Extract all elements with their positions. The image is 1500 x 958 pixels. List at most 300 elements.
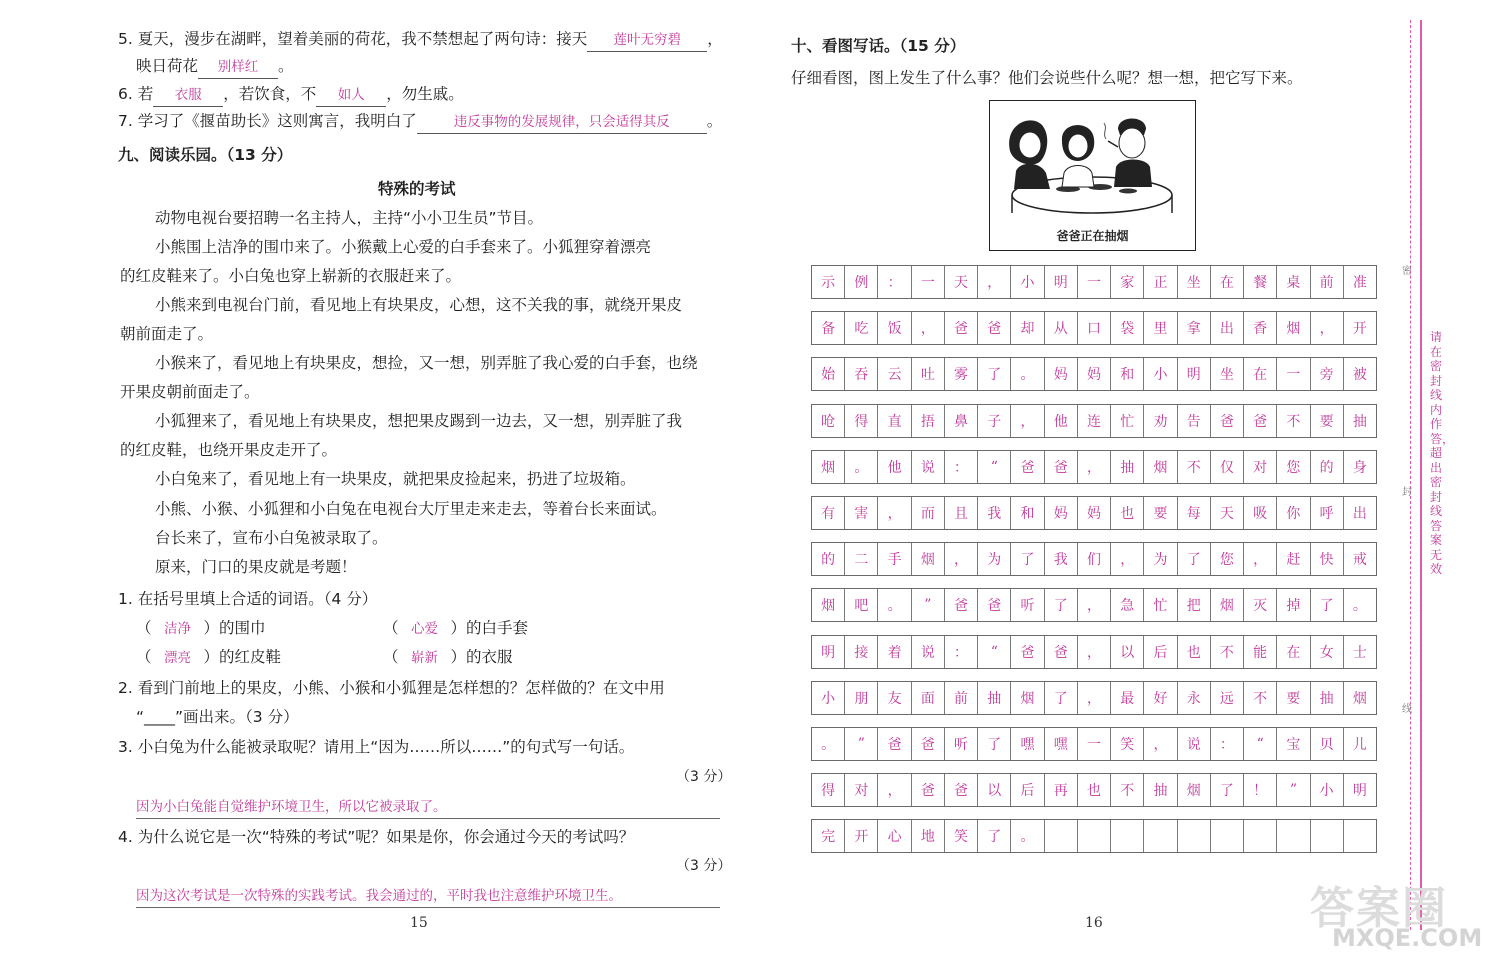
grid-cell: 家: [1111, 266, 1144, 298]
grid-cell: 里: [1144, 312, 1177, 344]
grid-cell: 地: [912, 820, 945, 852]
grid-cell: 一: [1277, 358, 1310, 390]
grid-row: [811, 404, 1377, 438]
grid-cell: 不: [1277, 405, 1310, 437]
grid-cell: 爸: [1211, 405, 1244, 437]
grid-cell: 而: [912, 497, 945, 529]
grid-cell: “: [1244, 728, 1277, 760]
grid-cell: 快: [1311, 543, 1344, 575]
grid-cell: [1311, 820, 1344, 852]
grid-cell: 能: [1244, 636, 1277, 668]
grid-cell: [1277, 820, 1310, 852]
sq1-item: [383, 646, 513, 669]
grid-cell: 烟: [1277, 312, 1310, 344]
grid-cell: 我: [1045, 543, 1078, 575]
grid-cell: 好: [1144, 682, 1177, 714]
grid-cell: 。: [1011, 358, 1044, 390]
grid-cell: 接: [845, 636, 878, 668]
grid-cell: 示: [812, 266, 845, 298]
grid-cell: 爸: [912, 728, 945, 760]
grid-cell: 妈: [1078, 497, 1111, 529]
grid-cell: 出: [1352, 506, 1367, 522]
grid-cell: ”: [845, 728, 878, 760]
grid-cell: 了: [1045, 682, 1078, 714]
grid-cell: ，: [1244, 543, 1277, 575]
grid-cell: 了: [1311, 589, 1344, 621]
sub-question-2-line2: “____”画出来。（3 分）: [136, 708, 299, 726]
grid-cell: 一: [912, 266, 945, 298]
grid-cell: 二: [845, 543, 878, 575]
paren-open: （: [383, 648, 399, 666]
story-line: 小熊、小猴、小狐狸和小白兔在电视台大厅里走来走去，等着台长来面试。: [155, 500, 667, 518]
grid-cell: 和: [1011, 497, 1044, 529]
grid-cell: 前: [1311, 266, 1344, 298]
sq3-score: （3 分）: [676, 769, 732, 785]
story-line: 的红皮鞋来了。小白兔也穿上崭新的衣服赶来了。: [120, 267, 462, 285]
grid-cell: 小: [1311, 774, 1344, 806]
grid-cell: 吐: [912, 358, 945, 390]
grid-cell: 烟: [1352, 690, 1367, 707]
grid-row: [811, 496, 1377, 530]
grid-cell: 仅: [1211, 451, 1244, 483]
grid-cell: 说: [912, 636, 945, 668]
grid-cell: 爸: [945, 589, 978, 621]
grid-row: [811, 450, 1377, 484]
grid-cell: 爸: [1045, 451, 1078, 483]
grid-cell: 了: [978, 358, 1011, 390]
grid-row: [811, 542, 1377, 576]
sq1-item: [136, 646, 281, 669]
grid-cell: 爸: [1244, 405, 1277, 437]
grid-cell: 妈: [1045, 497, 1078, 529]
grid-cell: 的: [1311, 451, 1344, 483]
grid-cell: 了: [978, 728, 1011, 760]
q6-answer-2: 如人: [316, 84, 386, 107]
sq1-answer: 洁净: [164, 621, 192, 637]
grid-cell: 要: [1144, 497, 1177, 529]
sq1-text: ）的红皮鞋: [203, 648, 282, 666]
q5-answer-1: 莲叶无穷碧: [587, 29, 707, 52]
sq1-text: ）的白手套: [450, 619, 529, 637]
grid-cell: 不: [1244, 682, 1277, 714]
grid-cell: 劝: [1144, 405, 1177, 437]
grid-cell: ”: [912, 589, 945, 621]
grid-cell: 出: [1211, 312, 1244, 344]
paren-open: （: [136, 619, 152, 637]
grid-cell: 吧: [845, 589, 878, 621]
grid-cell: 忙: [1144, 589, 1177, 621]
section-10-heading: 十、看图写话。（15 分）: [791, 37, 966, 55]
grid-cell: ，: [1144, 728, 1177, 760]
grid-cell: 戒: [1352, 552, 1367, 569]
grid-cell: 天: [1211, 497, 1244, 529]
grid-row: [811, 357, 1377, 391]
sq3-answer: 因为小白兔能自觉维护环境卫生，所以它被录取了。: [136, 796, 720, 819]
grid-cell: 也: [1178, 636, 1211, 668]
grid-cell: 了: [1211, 774, 1244, 806]
picture-illustration: [989, 100, 1196, 251]
watermark-logo: [1310, 872, 1490, 952]
grid-cell: 吞: [845, 358, 878, 390]
q5-comma: ，: [707, 30, 723, 48]
q6-answer-1: 衣服: [153, 84, 223, 107]
grid-cell: 了: [978, 820, 1011, 852]
grid-cell: 烟: [812, 589, 845, 621]
grid-cell: 袋: [1111, 312, 1144, 344]
story-line: 台长来了，宣布小白兔被录取了。: [155, 529, 388, 547]
sq1-item: [383, 617, 528, 640]
story-line: 小白兔来了，看见地上有一块果皮，就把果皮捡起来，扔进了垃圾箱。: [155, 470, 636, 488]
grid-row: [811, 727, 1377, 761]
grid-cell: 了: [1178, 543, 1211, 575]
grid-cell: 了: [1011, 543, 1044, 575]
grid-cell: ，: [1311, 312, 1344, 344]
q5-end: 。: [278, 57, 294, 75]
grid-row: [811, 773, 1377, 807]
binding-notice: 请在密封线内作答，超出密封线答案无效: [1430, 330, 1455, 576]
question-7: [118, 110, 722, 134]
grid-cell: 拿: [1178, 312, 1211, 344]
sq1-answer: 崭新: [411, 650, 439, 666]
grid-cell: 烟: [1178, 774, 1211, 806]
grid-cell: 面: [912, 682, 945, 714]
grid-cell: 得: [812, 774, 845, 806]
grid-cell: 准: [1352, 275, 1367, 291]
grid-cell: 明: [1178, 358, 1211, 390]
story-title: 特殊的考试: [378, 180, 456, 198]
grid-row: [811, 311, 1377, 345]
grid-cell: 抽: [1352, 413, 1367, 430]
grid-cell: 烟: [1011, 682, 1044, 714]
watermark-text: 答案圈: [1310, 883, 1448, 934]
grid-cell: 最: [1111, 682, 1144, 714]
grid-cell: ，: [978, 266, 1011, 298]
grid-cell: [1244, 820, 1277, 852]
sq1-answer: 心爱: [411, 621, 439, 637]
q5-answer-2: 别样红: [198, 56, 278, 79]
story-line: 小熊来到电视台门前，看见地上有块果皮，心想，这不关我的事，就绕开果皮: [155, 296, 683, 314]
grid-cell: 你: [1277, 497, 1310, 529]
q5-text: 5. 夏天，漫步在湖畔，望着美丽的荷花，我不禁想起了两句诗：接天: [118, 30, 588, 48]
grid-cell: 得: [845, 405, 878, 437]
grid-cell: 爸: [1045, 636, 1078, 668]
grid-cell: [1111, 820, 1144, 852]
grid-cell: 桌: [1277, 266, 1310, 298]
story-line: 小狐狸来了，看见地上有块果皮，想把果皮踢到一边去，又一想，别弄脏了我: [155, 412, 683, 430]
grid-cell: 也: [1078, 774, 1111, 806]
grid-cell: 明: [1045, 266, 1078, 298]
grid-cell: 不: [1178, 451, 1211, 483]
sub-question-1: 1. 在括号里填上合适的词语。（4 分）: [118, 590, 378, 608]
grid-cell: 被: [1352, 367, 1367, 384]
story-line: 开果皮朝前面走了。: [120, 383, 260, 401]
grid-cell: 明: [1352, 783, 1367, 800]
grid-cell: [1045, 820, 1078, 852]
q7-answer: 违反事物的发展规律，只会适得其反: [417, 111, 707, 134]
question-5-line2: [136, 55, 294, 79]
grid-cell: 呼: [1311, 497, 1344, 529]
grid-cell: 小: [812, 682, 845, 714]
grid-cell: ：: [878, 266, 911, 298]
grid-cell: “: [978, 451, 1011, 483]
grid-cell: [1211, 820, 1244, 852]
grid-cell: 爸: [912, 774, 945, 806]
grid-cell: 笑: [1111, 728, 1144, 760]
story-line: 朝前面走了。: [120, 325, 214, 343]
grid-cell: 爸: [1011, 451, 1044, 483]
grid-cell: 要: [1311, 405, 1344, 437]
story-line: 的红皮鞋，也绕开果皮走开了。: [120, 441, 338, 459]
grid-cell: 爸: [945, 312, 978, 344]
grid-cell: 手: [878, 543, 911, 575]
grid-cell: 要: [1277, 682, 1310, 714]
grid-cell: 以: [1111, 636, 1144, 668]
grid-cell: 嘿: [1045, 728, 1078, 760]
grid-cell: 了: [1045, 589, 1078, 621]
grid-cell: 吃: [845, 312, 878, 344]
grid-cell: 和: [1111, 358, 1144, 390]
grid-cell: [1344, 820, 1376, 852]
q7-text: 7. 学习了《揠苗助长》这则寓言，我明白了: [118, 112, 417, 130]
grid-row: [811, 681, 1377, 715]
grid-cell: 口: [1078, 312, 1111, 344]
grid-cell: 爸: [878, 728, 911, 760]
grid-cell: [1144, 820, 1177, 852]
grid-cell: 小: [1011, 266, 1044, 298]
paren-open: （: [136, 648, 152, 666]
grid-row: [811, 819, 1377, 853]
grid-cell: 在: [1277, 636, 1310, 668]
grid-cell: 听: [1011, 589, 1044, 621]
grid-cell: 餐: [1244, 266, 1277, 298]
q6-text-3: ，勿生戚。: [386, 85, 464, 103]
grid-cell: [1178, 820, 1211, 852]
grid-cell: 且: [945, 497, 978, 529]
grid-cell: 爸: [945, 774, 978, 806]
binding-mark: 线: [1402, 704, 1412, 715]
grid-cell: 连: [1078, 405, 1111, 437]
grid-cell: 烟: [1211, 589, 1244, 621]
grid-cell: ，: [1111, 543, 1144, 575]
sq1-text: ）的衣服: [450, 648, 513, 666]
grid-cell: 抽: [1144, 774, 1177, 806]
grid-cell: 始: [812, 358, 845, 390]
story-line: 原来，门口的果皮就是考题！: [155, 558, 357, 576]
grid-cell: 儿: [1352, 737, 1367, 753]
grid-cell: 爸: [978, 312, 1011, 344]
grid-cell: 坐: [1178, 266, 1211, 298]
grid-cell: 开: [845, 820, 878, 852]
grid-cell: 心: [878, 820, 911, 852]
grid-cell: 小: [1144, 358, 1177, 390]
grid-cell: ”: [1277, 774, 1310, 806]
grid-cell: ：: [945, 636, 978, 668]
sq1-answer: 漂亮: [164, 650, 192, 666]
grid-cell: 香: [1244, 312, 1277, 344]
grid-cell: 在: [1244, 358, 1277, 390]
grid-cell: 抽: [1311, 682, 1344, 714]
page-number-right: 16: [1085, 915, 1103, 931]
grid-cell: 在: [1211, 266, 1244, 298]
grid-cell: 也: [1111, 497, 1144, 529]
grid-cell: 贝: [1311, 728, 1344, 760]
grid-cell: 烟: [1144, 451, 1177, 483]
grid-cell: 女: [1311, 636, 1344, 668]
grid-cell: 笑: [945, 820, 978, 852]
grid-cell: 着: [878, 636, 911, 668]
grid-cell: 远: [1211, 682, 1244, 714]
grid-cell: 。: [1011, 820, 1044, 852]
grid-cell: 抽: [1111, 451, 1144, 483]
grid-cell: 捂: [912, 405, 945, 437]
binding-mark: 密: [1402, 266, 1412, 277]
grid-row: [811, 265, 1377, 299]
grid-cell: ，: [1078, 451, 1111, 483]
sq4-score: （3 分）: [676, 858, 732, 874]
grid-cell: 说: [912, 451, 945, 483]
grid-cell: 烟: [812, 451, 845, 483]
picture-caption: 爸爸正在抽烟: [1056, 229, 1129, 243]
grid-cell: ，: [1078, 636, 1111, 668]
grid-cell: 鼻: [945, 405, 978, 437]
sub-question-2: 2. 看到门前地上的果皮，小熊、小猴和小狐狸是怎样想的？怎样做的？在文中用: [118, 679, 665, 697]
sub-question-4: 4. 为什么说它是一次“特殊的考试”呢？如果是你，你会通过今天的考试吗？: [118, 828, 635, 846]
grid-cell: 开: [1352, 321, 1367, 338]
grid-cell: 为: [978, 543, 1011, 575]
grid-cell: 例: [845, 266, 878, 298]
grid-cell: 不: [1111, 774, 1144, 806]
sub-question-3: 3. 小白兔为什么能被录取呢？请用上“因为……所以……”的句式写一句话。: [118, 738, 635, 756]
grid-cell: 以: [978, 774, 1011, 806]
grid-cell: ：: [1211, 728, 1244, 760]
grid-cell: 妈: [1078, 358, 1111, 390]
watermark-url: MXQE.COM: [1332, 924, 1483, 952]
grid-cell: 爸: [1011, 636, 1044, 668]
grid-cell: 赶: [1277, 543, 1310, 575]
grid-cell: 的: [812, 543, 845, 575]
story-line: 小熊围上洁净的围巾来了。小猴戴上心爱的白手套来了。小狐狸穿着漂亮: [155, 238, 652, 256]
grid-cell: 为: [1144, 543, 1177, 575]
grid-cell: 不: [1211, 636, 1244, 668]
grid-cell: 妈: [1045, 358, 1078, 390]
grid-cell: 把: [1178, 589, 1211, 621]
writing-grid: [811, 265, 1377, 867]
grid-cell: 有: [812, 497, 845, 529]
family-smoking-illustration: [990, 101, 1194, 223]
story-line: 小猴来了，看见地上有块果皮，想捡，又一想，别弄脏了我心爱的白手套，也绕: [155, 354, 698, 372]
grid-cell: 告: [1178, 405, 1211, 437]
grid-cell: 饭: [878, 312, 911, 344]
grid-cell: 对: [845, 774, 878, 806]
grid-cell: 雾: [945, 358, 978, 390]
grid-cell: 听: [945, 728, 978, 760]
grid-cell: 。: [845, 451, 878, 483]
grid-cell: 旁: [1311, 358, 1344, 390]
grid-cell: 朋: [845, 682, 878, 714]
grid-cell: 爸: [978, 589, 1011, 621]
grid-cell: 烟: [912, 543, 945, 575]
grid-cell: ！: [1244, 774, 1277, 806]
grid-cell: 云: [878, 358, 911, 390]
grid-cell: 呛: [812, 405, 845, 437]
grid-cell: “: [978, 636, 1011, 668]
section-9-heading: 九、阅读乐园。（13 分）: [118, 146, 293, 164]
grid-row: [811, 588, 1377, 622]
sq1-text: ）的围巾: [203, 619, 266, 637]
sq1-item: [136, 617, 266, 640]
grid-cell: 我: [978, 497, 1011, 529]
grid-cell: 对: [1244, 451, 1277, 483]
grid-cell: 忙: [1111, 405, 1144, 437]
grid-cell: 您: [1211, 543, 1244, 575]
grid-cell: 宝: [1277, 728, 1310, 760]
grid-cell: 每: [1178, 497, 1211, 529]
grid-cell: 直: [878, 405, 911, 437]
grid-cell: 明: [812, 636, 845, 668]
grid-cell: 天: [945, 266, 978, 298]
grid-cell: ，: [878, 774, 911, 806]
grid-cell: 抽: [978, 682, 1011, 714]
grid-cell: 吸: [1244, 497, 1277, 529]
grid-cell: 永: [1178, 682, 1211, 714]
grid-cell: ：: [945, 451, 978, 483]
grid-cell: 子: [978, 405, 1011, 437]
binding-solid-line: [1420, 20, 1422, 930]
grid-row: [811, 635, 1377, 669]
grid-cell: ，: [912, 312, 945, 344]
grid-cell: 身: [1352, 459, 1367, 476]
grid-cell: 再: [1045, 774, 1078, 806]
grid-cell: 友: [878, 682, 911, 714]
grid-cell: 您: [1277, 451, 1310, 483]
grid-cell: 嘿: [1011, 728, 1044, 760]
grid-cell: 后: [1144, 636, 1177, 668]
grid-cell: ，: [878, 497, 911, 529]
grid-cell: [1078, 820, 1111, 852]
grid-cell: 从: [1045, 312, 1078, 344]
grid-cell: 他: [1045, 405, 1078, 437]
grid-cell: 一: [1078, 266, 1111, 298]
question-6: [118, 83, 464, 107]
question-5: [118, 28, 723, 52]
grid-cell: 坐: [1211, 358, 1244, 390]
q5-text-2: 映日荷花: [136, 57, 199, 75]
grid-cell: 一: [1078, 728, 1111, 760]
grid-cell: 说: [1178, 728, 1211, 760]
grid-cell: 备: [812, 312, 845, 344]
grid-cell: 掉: [1277, 589, 1310, 621]
grid-cell: 后: [1011, 774, 1044, 806]
grid-cell: 士: [1352, 644, 1367, 661]
grid-cell: 正: [1144, 266, 1177, 298]
grid-cell: ，: [1011, 405, 1044, 437]
grid-cell: 他: [878, 451, 911, 483]
grid-cell: 完: [812, 820, 845, 852]
grid-cell: 。: [1352, 598, 1367, 615]
paren-open: （: [383, 619, 399, 637]
binding-mark: 封: [1402, 487, 1412, 498]
page-number-left: 15: [410, 915, 428, 931]
grid-cell: 。: [812, 728, 845, 760]
grid-cell: 急: [1111, 589, 1144, 621]
grid-cell: ，: [1078, 589, 1111, 621]
instruction: 仔细看图，图上发生了什么事？他们会说些什么呢？想一想，把它写下来。: [791, 69, 1303, 87]
grid-cell: ，: [1078, 682, 1111, 714]
q7-end: 。: [706, 112, 723, 130]
grid-cell: 灭: [1244, 589, 1277, 621]
grid-cell: 前: [945, 682, 978, 714]
grid-cell: 们: [1078, 543, 1111, 575]
